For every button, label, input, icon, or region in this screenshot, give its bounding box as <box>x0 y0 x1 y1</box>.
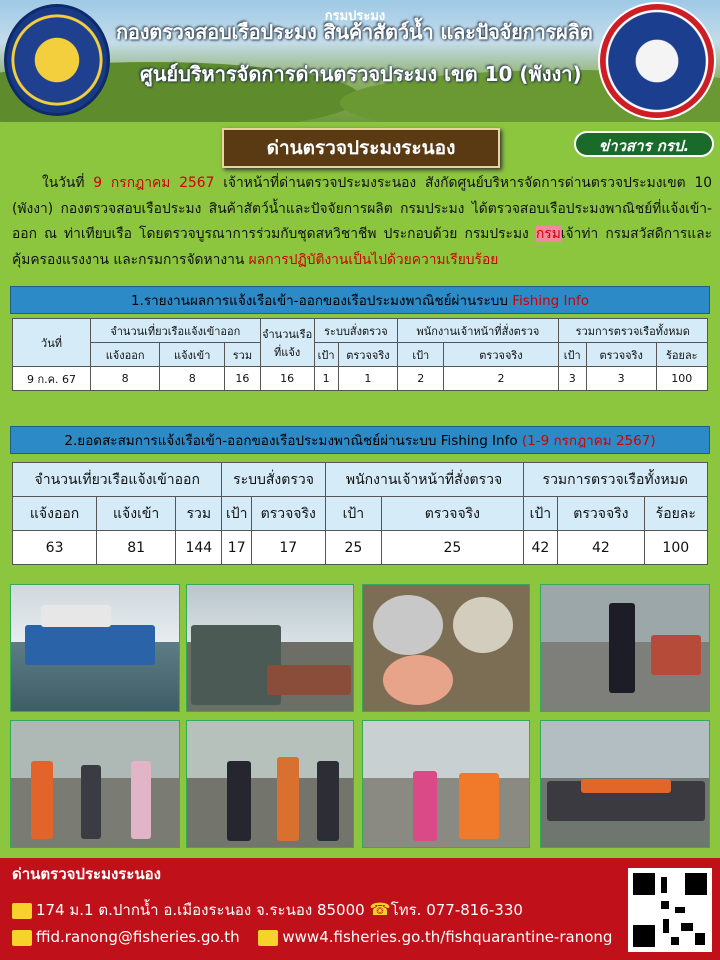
mail-icon <box>12 903 32 919</box>
header-banner <box>0 0 720 122</box>
department-logo: กรมประมง <box>4 4 110 116</box>
photo-pier-briefing <box>362 720 530 848</box>
photo-net-inspection <box>186 584 354 712</box>
photo-fishing-boats <box>10 584 180 712</box>
photo-group-line <box>540 720 710 848</box>
photo-officer-documents <box>540 584 710 712</box>
email-icon <box>12 930 32 946</box>
footer-office-name: ด่านตรวจประมงระนอง <box>12 865 161 883</box>
website-link[interactable]: www4.fisheries.go.th/fishquarantine-ranong <box>282 928 613 946</box>
computer-icon <box>258 930 278 946</box>
qr-code[interactable] <box>628 868 712 952</box>
table1-heading: 1.รายงานผลการแจ้งเรือเข้า-ออกของเรือประมงพาณิชย์ผ่านระบบ Fishing Info <box>10 286 710 314</box>
footer-contact-line <box>12 928 612 946</box>
phone-icon: ☎ <box>369 900 391 920</box>
photo-crew-inspection <box>10 720 180 848</box>
table-row: 63 81 144 17 17 25 25 42 42 100 <box>13 531 708 565</box>
photo-team-check <box>186 720 354 848</box>
email-link[interactable]: ffid.ranong@fisheries.go.th <box>36 928 240 946</box>
table2-heading: 2.ยอดสะสมการแจ้งเรือเข้า-ออกของเรือประมงพาณิชย์ผ่านระบบ Fishing Info (1-9 กรกฎาคม 2567) <box>10 426 710 454</box>
fishery-inspection-logo <box>598 2 716 120</box>
table-row: 9 ก.ค. 67 8 8 16 16 1 1 2 2 3 3 100 <box>13 367 708 391</box>
intro-paragraph: ในวันที่ 9 กรกฎาคม 2567 เจ้าหน้าที่ด่านตรวจประมงระนอง สังกัดศูนย์บริหารจัดการด่านตรวจประมงเขต 10 (พังงา) กองตรวจสอบเรือประมง สินค้าสัตว์น้ำและปัจจัยการผลิต กรมประมง ได้ตรวจสอบเรือประมงพาณิชย์ที่แจ้งเข้า-ออก ณ ท่าเทียบเรือ โดยตรวจบูรณาการร่วมกับชุดสหวิชาชีพ ประกอบด้วย กรมประมง กรมเจ้าท่า กรมสวัสดิการและคุ้มครองแรงงาน และกรมการจัดหางาน ผลการปฏิบัติงานเป็นไปด้วยความเรียบร้อย <box>12 175 713 268</box>
header-subtitle: ศูนย์บริหารจัดการด่านตรวจประมง เขต 10 (พังงา) <box>140 62 582 86</box>
header-title: กองตรวจสอบเรือประมง สินค้าสัตว์น้ำ และปัจจัยการผลิต <box>116 20 593 44</box>
news-badge: ข่าวสาร กรป. <box>574 131 714 157</box>
daily-report-table: วันที่ จำนวนเที่ยวเรือแจ้งเข้าออก จำนวนเรือที่แจ้ง ระบบสั่งตรวจ พนักงานเจ้าหน้าที่สั่งตรวจ รวมการตรวจเรือทั้งหมด แจ้งออก แจ้งเข้า รวม เป้า ตรวจจริง เป้า ตรวจจริง เป้า ตรวจจริง ร้อยละ 9 ก.ค. 67 8 8 16 16 1 1 2 2 3 3 100 <box>12 318 708 391</box>
photo-fish-catch <box>362 584 530 712</box>
section-title: ด่านตรวจประมงระนอง <box>222 128 500 168</box>
footer-address-line: 174 ม.1 ต.ปากน้ำ อ.เมืองระนอง จ.ระนอง 85000 ☎โทร. 077-816-330 <box>12 898 523 922</box>
cumulative-report-table: จำนวนเที่ยวเรือแจ้งเข้าออก ระบบสั่งตรวจ พนักงานเจ้าหน้าที่สั่งตรวจ รวมการตรวจเรือทั้งหมด แจ้งออก แจ้งเข้า รวม เป้า ตรวจจริง เป้า ตรวจจริง เป้า ตรวจจริง ร้อยละ 63 81 144 17 17 25 25 42 42 100 <box>12 462 708 565</box>
